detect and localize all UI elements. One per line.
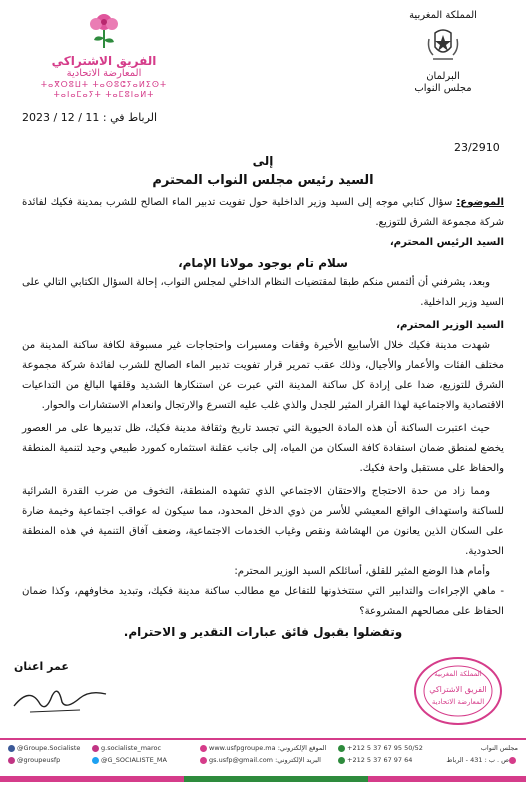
footer-instagram[interactable] bbox=[8, 756, 60, 764]
paragraph-water: حيث اعتبرت الساكنة أن هذه المادة الحيوية التي تجسد تاريخ وثقافة مدينة فكيك، ظل تدبيرها على مر العصور يخضع لمنطق ضمان استفادة كافة السكان من المياه، إلى جانب عقلنة استثماره كمورد طبيعي وحيد لتنمية المنطقة والحفاظ على مستقبل واحة فكيك. bbox=[22, 423, 504, 474]
facebook-handle: @Groupe.Socialiste bbox=[17, 744, 81, 752]
footer-facebook[interactable] bbox=[8, 744, 80, 752]
website-label: :الموقع الإلكتروني bbox=[277, 744, 327, 752]
twitter-handle: @G_SOCIALISTE_MA bbox=[101, 756, 167, 764]
footer-divider bbox=[0, 738, 526, 740]
facebook-icon bbox=[8, 745, 15, 752]
footer-twitter[interactable] bbox=[92, 756, 167, 764]
subject-text: سؤال كتابي موجه إلى السيد وزير الداخلية حول تفويت تدبير الماء الصالح للشرب بمدينة فكيك لفائدة شركة مجموعة الشرق للتوزيع. bbox=[22, 197, 504, 228]
coat-of-arms-icon bbox=[423, 25, 463, 65]
party-stamp bbox=[412, 654, 504, 728]
footer-color-stripe bbox=[0, 776, 526, 782]
stamp-icon bbox=[412, 654, 504, 728]
footer-phone bbox=[338, 744, 423, 752]
footer-website[interactable] bbox=[200, 744, 326, 752]
party-tifinagh-1: ⵜⴰⴳⵔⵓⵡⵜ ⵜⴰⵙⵓⵛⵢⴰⵍⵉⵙⵜ bbox=[40, 80, 168, 89]
footer-address-2 bbox=[446, 756, 518, 764]
address-line-1: مجلس النواب bbox=[480, 744, 518, 752]
kingdom-title: المملكة المغربية bbox=[409, 10, 477, 21]
rose-icon bbox=[82, 10, 126, 50]
salutation-president: السيد الرئيس المحترم، bbox=[389, 237, 504, 248]
paragraph-tension: ومما زاد من حدة الاحتجاج والاحتقان الاجتماعي الذي تشهده المنطقة، التخوف من ضرب القدرة الشرائية للساكنة واستهداف الواقع المعيشي للأسر من ذوي الدخل المحدود، مما سيكون له عواقب اجتماعية وخيمة ضارة على السكان الذين يعانون من الهشاشة ونقص وغياب الخدمات الاجتماعية، وضعف آفاق التنمية في هذه المنطقة الحدودية. bbox=[22, 486, 504, 557]
stamp-line-3: المعارضة الاتحادية bbox=[431, 698, 485, 706]
signer-name: عمر اعنان bbox=[14, 660, 69, 673]
parliament-name: البرلمان bbox=[426, 71, 460, 82]
paragraph-protests: شهدت مدينة فكيك خلال الأسابيع الأخيرة وقفات ومسيرات واحتجاجات غير مسبوقة لكافة ساكنة المدينة من مختلف الفئات والأعمار والأجيال، وذلك عقب تمرير قرار تفويت تدبير الماء الصالح للشرب لفائدة شركة مجموعة الشرق للتوزيع، ضدا على إرادة كل ساكنة المدينة التي عبرت عن استنكارها الشديد وقلقها البالغ من التداعيات الاقتصادية والاجتماعية لهذا القرار المثير للجدل والذي غلب عليه التسرع والارتجال وانعدام الاستشارات والحوار. bbox=[22, 340, 504, 411]
footer-address-1 bbox=[481, 744, 518, 752]
reference-number: 23/2910 bbox=[454, 141, 500, 154]
footer-fax bbox=[338, 756, 412, 764]
closing: وتفضلوا بقبول فائق عبارات التقدير و الاحترام. bbox=[123, 625, 403, 639]
salutation-minister: السيد الوزير المحترم، bbox=[396, 320, 504, 331]
to-line: إلى bbox=[252, 154, 274, 168]
paragraph-intro: وبعد، يشرفني أن ألتمس منكم طبقا لمقتضيات النظام الداخلي لمجلس النواب، إحالة السؤال الكتابي التالي على السيد وزير الداخلية. bbox=[22, 277, 504, 308]
house-name: مجلس النواب bbox=[414, 83, 472, 94]
instagram-icon bbox=[8, 757, 15, 764]
footer-email[interactable] bbox=[200, 756, 321, 764]
stamp-line-2: الفريق الاشتراكي bbox=[429, 685, 487, 694]
footer bbox=[0, 742, 526, 772]
instagram-handle: @groupeusfp bbox=[17, 756, 61, 764]
signature-icon bbox=[10, 676, 110, 716]
fax-icon bbox=[338, 757, 345, 764]
stamp-line-1: المملكة المغربية bbox=[434, 670, 482, 678]
party-logo bbox=[34, 10, 174, 100]
twitter-icon bbox=[92, 757, 99, 764]
subject-label: الموضوع: bbox=[456, 197, 504, 208]
subject bbox=[22, 193, 504, 233]
instagram-icon bbox=[92, 745, 99, 752]
location-icon bbox=[509, 757, 516, 764]
letter-body bbox=[22, 193, 504, 642]
mail-icon bbox=[200, 757, 207, 764]
phone-number: +212 5 37 67 95 50/52 bbox=[347, 744, 423, 752]
party-subtitle: المعارضة الاتحادية bbox=[66, 68, 142, 79]
addressee: السيد رئيس مجلس النواب المحترم bbox=[152, 173, 374, 188]
fax-number: +212 5 37 67 97 64 bbox=[347, 756, 413, 764]
email-label: :البريد الإلكتروني bbox=[275, 756, 321, 764]
globe-icon bbox=[200, 745, 207, 752]
website-url: www.usfpgroupe.ma bbox=[209, 744, 276, 752]
question: - ماهي الإجراءات والتدابير التي ستتخذونها للتفاعل مع مطالب ساكنة مدينة فكيك، وتبديد مخاوفهم، وكذا ضمان الحفاظ على مصالحهم المشروعة؟ bbox=[22, 586, 504, 617]
paragraph-question-intro: وأمام هذا الوضع المثير للقلق، أسائلكم السيد الوزير المحترم: bbox=[234, 566, 490, 577]
parliament-header bbox=[388, 10, 498, 95]
social-handle: g.socialiste_maroc bbox=[101, 744, 162, 752]
letter-date: الرباط في : 11 / 12 / 2023 bbox=[22, 111, 158, 124]
address-line-2: ص . ب : 431 - الرباط bbox=[446, 756, 509, 764]
footer-social-maroc[interactable] bbox=[92, 744, 161, 752]
phone-icon bbox=[338, 745, 345, 752]
email-address: gs.usfp@gmail.com bbox=[209, 756, 274, 764]
party-name: الفريق الاشتراكي bbox=[51, 54, 157, 68]
party-tifinagh-2: ⵜⴰⵏⴰⵎⴰⵢⵜ ⵜⴰⵎⵓⵏⴰⵍⵜ bbox=[53, 90, 155, 99]
greeting: سلام تام بوجود مولانا الإمام، bbox=[178, 256, 348, 270]
